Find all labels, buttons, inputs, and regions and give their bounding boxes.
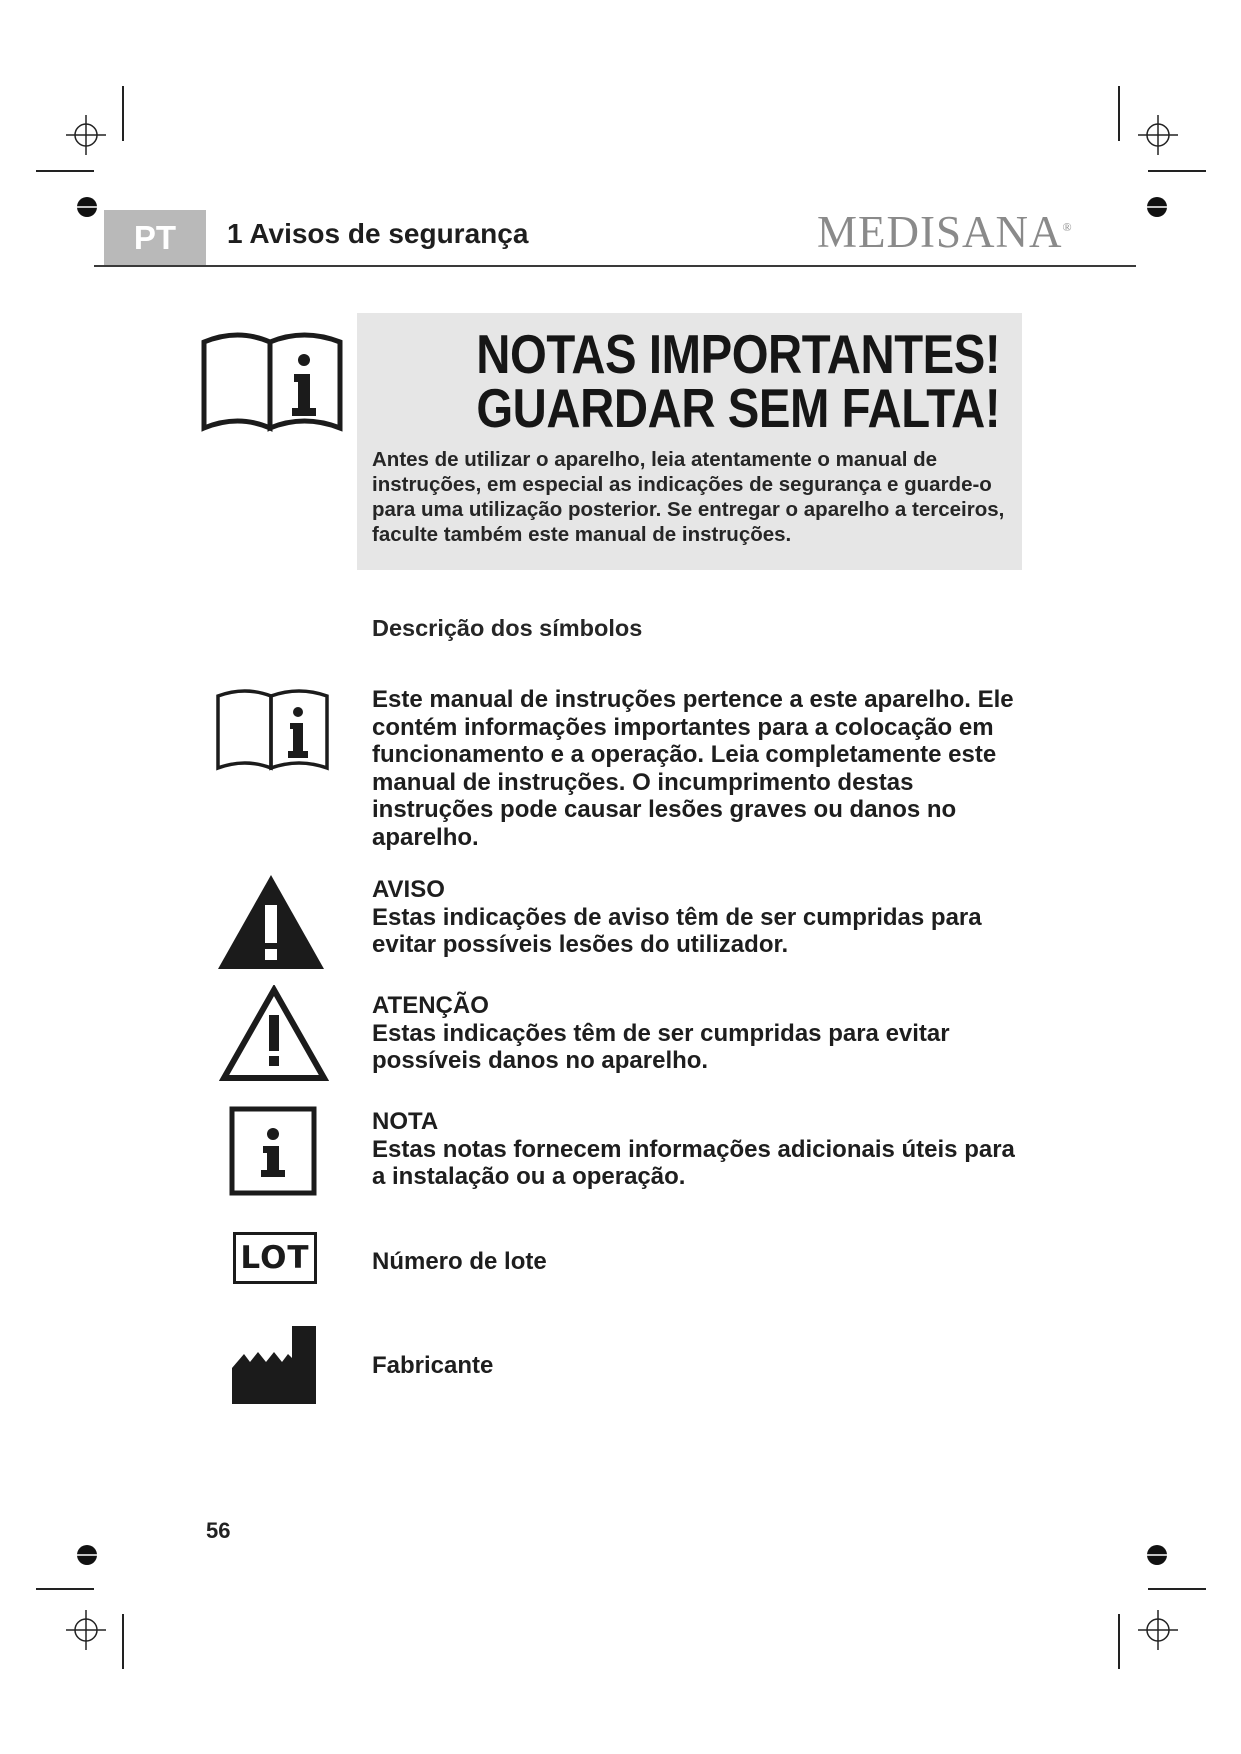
crop-line <box>1148 1588 1206 1590</box>
info-box-icon <box>229 1106 317 1196</box>
crop-line <box>122 1614 124 1669</box>
symbol-description <box>372 1248 1032 1276</box>
registration-mark-icon <box>66 115 106 155</box>
crop-line <box>1148 170 1206 172</box>
lot-icon-label: LOT <box>240 1240 310 1276</box>
crop-line <box>122 86 124 141</box>
warning-filled-icon <box>216 873 326 971</box>
symbol-description <box>372 876 1032 959</box>
symbol-title: AVISO <box>372 876 445 903</box>
registration-mark-icon <box>1138 115 1178 155</box>
symbol-text: Estas notas fornecem informações adicionais úteis para a instalação ou a operação. <box>372 1135 1015 1190</box>
crop-line <box>1118 1614 1120 1669</box>
info-book-icon <box>215 686 331 774</box>
print-dot-mark-icon <box>76 196 98 218</box>
language-tab-label: PT <box>133 219 177 256</box>
symbol-description <box>372 992 1032 1075</box>
symbol-description <box>372 1352 1032 1380</box>
symbol-description <box>372 1108 1032 1191</box>
page-number: 56 <box>206 1518 231 1543</box>
caution-outline-icon <box>219 985 329 1083</box>
registered-mark: ® <box>1062 220 1073 234</box>
notice-heading-line-2: GUARDAR SEM FALTA! <box>476 377 1000 439</box>
symbols-heading: Descrição dos símbolos <box>372 615 643 641</box>
crop-line <box>1118 86 1120 141</box>
print-dot-mark-icon <box>1146 196 1168 218</box>
language-tab <box>104 210 206 266</box>
brand-name: MEDISANA <box>817 207 1063 257</box>
info-book-icon <box>200 328 346 436</box>
header-rule <box>94 265 1136 267</box>
symbol-text: Estas indicações têm de ser cumpridas para evitar possíveis danos no aparelho. <box>372 1019 950 1074</box>
symbol-title: ATENÇÃO <box>372 992 489 1019</box>
crop-line <box>36 170 94 172</box>
symbol-text: Estas indicações de aviso têm de ser cumpridas para evitar possíveis lesões do utilizador. <box>372 903 982 958</box>
symbol-text: Número de lote <box>372 1248 547 1275</box>
symbol-description <box>372 686 1032 851</box>
manufacturer-icon <box>230 1324 318 1404</box>
lot-icon <box>233 1232 317 1284</box>
section-title: 1 Avisos de segurança <box>227 218 529 249</box>
crop-line <box>36 1588 94 1590</box>
print-dot-mark-icon <box>76 1544 98 1566</box>
symbol-text: Este manual de instruções pertence a este aparelho. Ele contém informações importantes para a colocação em funcionamento e a operação. Leia completamente este manual de instruções. O incumprimento destas instruções pode causar lesões graves ou danos no aparelho. <box>372 686 1014 851</box>
notice-heading <box>476 323 1000 439</box>
notice-body: Antes de utilizar o aparelho, leia atentamente o manual de instruções, em especial as indicações de segurança e guarde-o para uma utilização posterior. Se entregar o aparelho a terceiros, faculte também este manual de instruções. <box>372 448 1005 546</box>
important-notice <box>357 313 1022 570</box>
notice-heading-line-1: NOTAS IMPORTANTES! <box>476 323 1000 385</box>
registration-mark-icon <box>1138 1610 1178 1650</box>
print-dot-mark-icon <box>1146 1544 1168 1566</box>
registration-mark-icon <box>66 1610 106 1650</box>
symbol-text: Fabricante <box>372 1352 494 1379</box>
symbol-title: NOTA <box>372 1108 439 1135</box>
brand-logo <box>817 206 1073 258</box>
